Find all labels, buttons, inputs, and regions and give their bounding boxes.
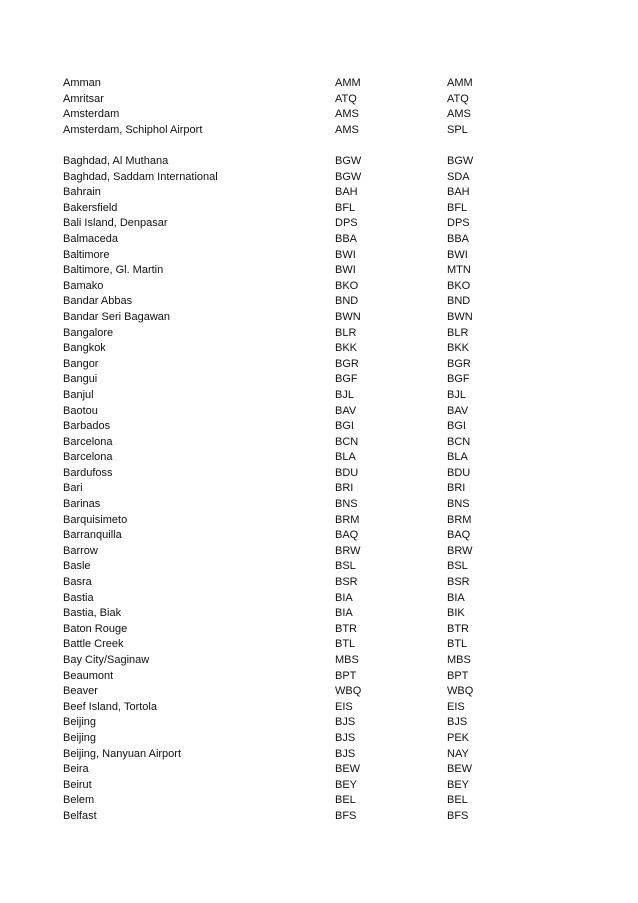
city-code: BSL <box>335 560 356 573</box>
table-row <box>0 279 638 295</box>
airport-code: BJL <box>447 388 466 401</box>
city-code: BDU <box>335 466 359 479</box>
city-name: Bastia, Biak <box>63 607 122 620</box>
table-row <box>0 435 638 451</box>
table-row <box>0 170 638 186</box>
city-name: Beijing <box>63 731 97 744</box>
table-row <box>0 528 638 544</box>
airport-code: BRW <box>447 544 473 557</box>
table-row <box>0 92 638 108</box>
airport-code: AMM <box>447 77 473 89</box>
city-name: Bali Island, Denpasar <box>63 217 168 230</box>
airport-code: SPL <box>447 123 468 136</box>
city-name: Bandar Seri Bagawan <box>63 310 171 323</box>
table-row <box>0 419 638 435</box>
table-row <box>0 185 638 201</box>
city-code: BFS <box>335 809 357 822</box>
city-name: Baghdad, Saddam International <box>63 170 218 183</box>
airport-code: BIA <box>447 591 465 604</box>
airport-code: BEW <box>447 763 473 776</box>
table-row <box>0 606 638 622</box>
airport-code: BAH <box>447 186 470 199</box>
table-row <box>0 294 638 310</box>
city-code: BGW <box>335 170 362 183</box>
table-row <box>0 747 638 763</box>
city-code: BLR <box>335 326 357 339</box>
airport-code: BGR <box>447 357 471 370</box>
city-code: BGF <box>335 373 358 386</box>
airport-code: BDU <box>447 466 471 479</box>
airport-code: BGF <box>447 373 470 386</box>
city-name: Bangalore <box>63 326 114 339</box>
table-row <box>0 232 638 248</box>
city-name: Barquisimeto <box>63 513 128 526</box>
airport-code: BPT <box>447 669 469 682</box>
airport-code: BFL <box>447 201 468 214</box>
city-code: BIA <box>335 591 353 604</box>
city-name: Beaumont <box>63 669 114 682</box>
city-code: BPT <box>335 669 357 682</box>
table-row <box>0 388 638 404</box>
city-code: BGI <box>335 420 354 433</box>
city-name: Barcelona <box>63 435 113 448</box>
city-name: Bandar Abbas <box>63 295 133 308</box>
airport-code: BTL <box>447 638 468 651</box>
city-name: Barinas <box>63 498 101 511</box>
table-row <box>0 466 638 482</box>
table-row <box>0 544 638 560</box>
city-name: Beaver <box>63 685 98 698</box>
city-name: Baotou <box>63 404 98 417</box>
airport-code: BEY <box>447 778 470 791</box>
city-name: Beef Island, Tortola <box>63 700 157 713</box>
city-name: Battle Creek <box>63 638 124 651</box>
city-code: EIS <box>335 700 353 713</box>
airport-code: DPS <box>447 217 470 230</box>
table-row <box>0 637 638 653</box>
city-name: Beirut <box>63 778 92 791</box>
airport-code: BJS <box>447 716 468 729</box>
table-row <box>0 107 638 123</box>
airport-code: BRI <box>447 482 466 495</box>
airport-code: BCN <box>447 435 471 448</box>
city-name: Bangor <box>63 357 99 370</box>
airport-code: BKK <box>447 342 470 355</box>
city-name: Belem <box>63 794 95 807</box>
city-name: Balmaceda <box>63 232 119 245</box>
table-row <box>0 684 638 700</box>
city-code: AMS <box>335 108 359 121</box>
city-code: BJS <box>335 716 356 729</box>
city-code: BWN <box>335 310 361 323</box>
city-name: Barrow <box>63 544 98 557</box>
city-code: BRI <box>335 482 354 495</box>
city-code: BJS <box>335 747 356 760</box>
city-code: BEY <box>335 778 358 791</box>
table-row <box>0 76 638 92</box>
city-name: Beijing, Nanyuan Airport <box>63 747 182 760</box>
airport-code: PEK <box>447 731 470 744</box>
table-row <box>0 715 638 731</box>
airport-code: BKO <box>447 279 471 292</box>
city-code: BEL <box>335 794 356 807</box>
city-code: DPS <box>335 217 358 230</box>
table-row <box>0 653 638 669</box>
airport-code: WBQ <box>447 685 474 698</box>
city-name: Beijing <box>63 716 97 729</box>
airport-code: BFS <box>447 809 469 822</box>
table-row <box>0 809 638 825</box>
table-row <box>0 497 638 513</box>
city-code: BBA <box>335 232 358 245</box>
airport-code: BAQ <box>447 529 471 542</box>
airport-code: BSL <box>447 560 468 573</box>
table-row <box>0 310 638 326</box>
city-code: BAV <box>335 404 357 417</box>
airport-code: BIK <box>447 607 465 620</box>
city-name: Bardufoss <box>63 466 113 479</box>
airport-code: ATQ <box>447 92 469 105</box>
table-row <box>0 326 638 342</box>
city-name: Barbados <box>63 420 111 433</box>
airport-code: AMS <box>447 108 471 121</box>
table-row <box>0 622 638 638</box>
city-name: Barcelona <box>63 451 113 464</box>
airport-code: BWI <box>447 248 468 261</box>
airport-code: BSR <box>447 576 470 589</box>
table-row <box>0 201 638 217</box>
city-code: BAH <box>335 186 358 199</box>
city-code: AMM <box>335 77 361 89</box>
airport-code: MTN <box>447 264 471 277</box>
city-code: BTR <box>335 622 357 635</box>
city-name: Barranquilla <box>63 529 122 542</box>
airport-code: NAY <box>447 747 469 760</box>
city-code: BSR <box>335 576 358 589</box>
city-code: MBS <box>335 654 359 666</box>
table-row <box>0 357 638 373</box>
city-code: BFL <box>335 201 356 214</box>
city-name: Amritsar <box>63 92 104 105</box>
city-code: WBQ <box>335 685 362 698</box>
city-name: Baltimore <box>63 248 110 261</box>
city-code: BKO <box>335 279 359 292</box>
city-code: BRW <box>335 544 361 557</box>
city-name: Baltimore, Gl. Martin <box>63 264 164 277</box>
city-name: Bastia <box>63 591 94 604</box>
table-row <box>0 450 638 466</box>
city-code: BND <box>335 295 359 308</box>
airport-group-b <box>0 154 638 825</box>
city-code: BTL <box>335 638 356 651</box>
airport-code: BAV <box>447 404 469 417</box>
table-row <box>0 481 638 497</box>
table-row <box>0 216 638 232</box>
airport-code: BLA <box>447 451 468 464</box>
city-code: BEW <box>335 763 361 776</box>
table-row <box>0 778 638 794</box>
city-name: Beira <box>63 763 89 776</box>
city-name: Bangui <box>63 373 98 386</box>
table-row <box>0 123 638 139</box>
city-code: BRM <box>335 513 360 526</box>
table-row <box>0 263 638 279</box>
city-code: BLA <box>335 451 356 464</box>
table-row <box>0 700 638 716</box>
city-name: Basle <box>63 560 91 573</box>
city-name: Amsterdam <box>63 108 120 121</box>
airport-code: BBA <box>447 232 470 245</box>
airport-code: BGW <box>447 155 474 167</box>
airport-code: BRM <box>447 513 472 526</box>
airport-code: MBS <box>447 654 471 666</box>
airport-code: EIS <box>447 700 465 713</box>
airport-group-a <box>0 76 638 138</box>
airport-code: BTR <box>447 622 469 635</box>
city-code: AMS <box>335 123 359 136</box>
table-row <box>0 341 638 357</box>
table-row <box>0 404 638 420</box>
city-code: BIA <box>335 607 353 620</box>
city-name: Belfast <box>63 809 97 822</box>
table-row <box>0 513 638 529</box>
city-name: Bangkok <box>63 342 106 355</box>
city-name: Bari <box>63 482 83 495</box>
city-code: BKK <box>335 342 358 355</box>
table-row <box>0 372 638 388</box>
airport-code: BEL <box>447 794 468 807</box>
city-name: Bakersfield <box>63 201 118 214</box>
city-code: BNS <box>335 498 358 511</box>
city-code: ATQ <box>335 92 357 105</box>
airport-code: SDA <box>447 170 470 183</box>
city-name: Banjul <box>63 388 94 401</box>
city-code: BGR <box>335 357 359 370</box>
table-row <box>0 731 638 747</box>
airport-code: BWN <box>447 310 473 323</box>
city-code: BGW <box>335 155 362 167</box>
table-row <box>0 762 638 778</box>
city-name: Baton Rouge <box>63 622 128 635</box>
city-code: BJL <box>335 388 354 401</box>
city-name: Baghdad, Al Muthana <box>63 155 169 167</box>
city-name: Amman <box>63 77 101 89</box>
airport-code: BNS <box>447 498 470 511</box>
city-code: BWI <box>335 264 356 277</box>
city-name: Basra <box>63 576 92 589</box>
city-code: BWI <box>335 248 356 261</box>
airport-code: BGI <box>447 420 466 433</box>
city-name: Bahrain <box>63 186 101 199</box>
table-row <box>0 248 638 264</box>
airport-code: BND <box>447 295 471 308</box>
table-row <box>0 793 638 809</box>
table-row <box>0 154 638 170</box>
city-code: BAQ <box>335 529 359 542</box>
table-row <box>0 559 638 575</box>
table-row <box>0 669 638 685</box>
city-name: Amsterdam, Schiphol Airport <box>63 123 203 136</box>
city-name: Bamako <box>63 279 104 292</box>
city-code: BCN <box>335 435 359 448</box>
table-row <box>0 591 638 607</box>
table-row <box>0 575 638 591</box>
airport-code: BLR <box>447 326 469 339</box>
city-name: Bay City/Saginaw <box>63 654 150 666</box>
city-code: BJS <box>335 731 356 744</box>
